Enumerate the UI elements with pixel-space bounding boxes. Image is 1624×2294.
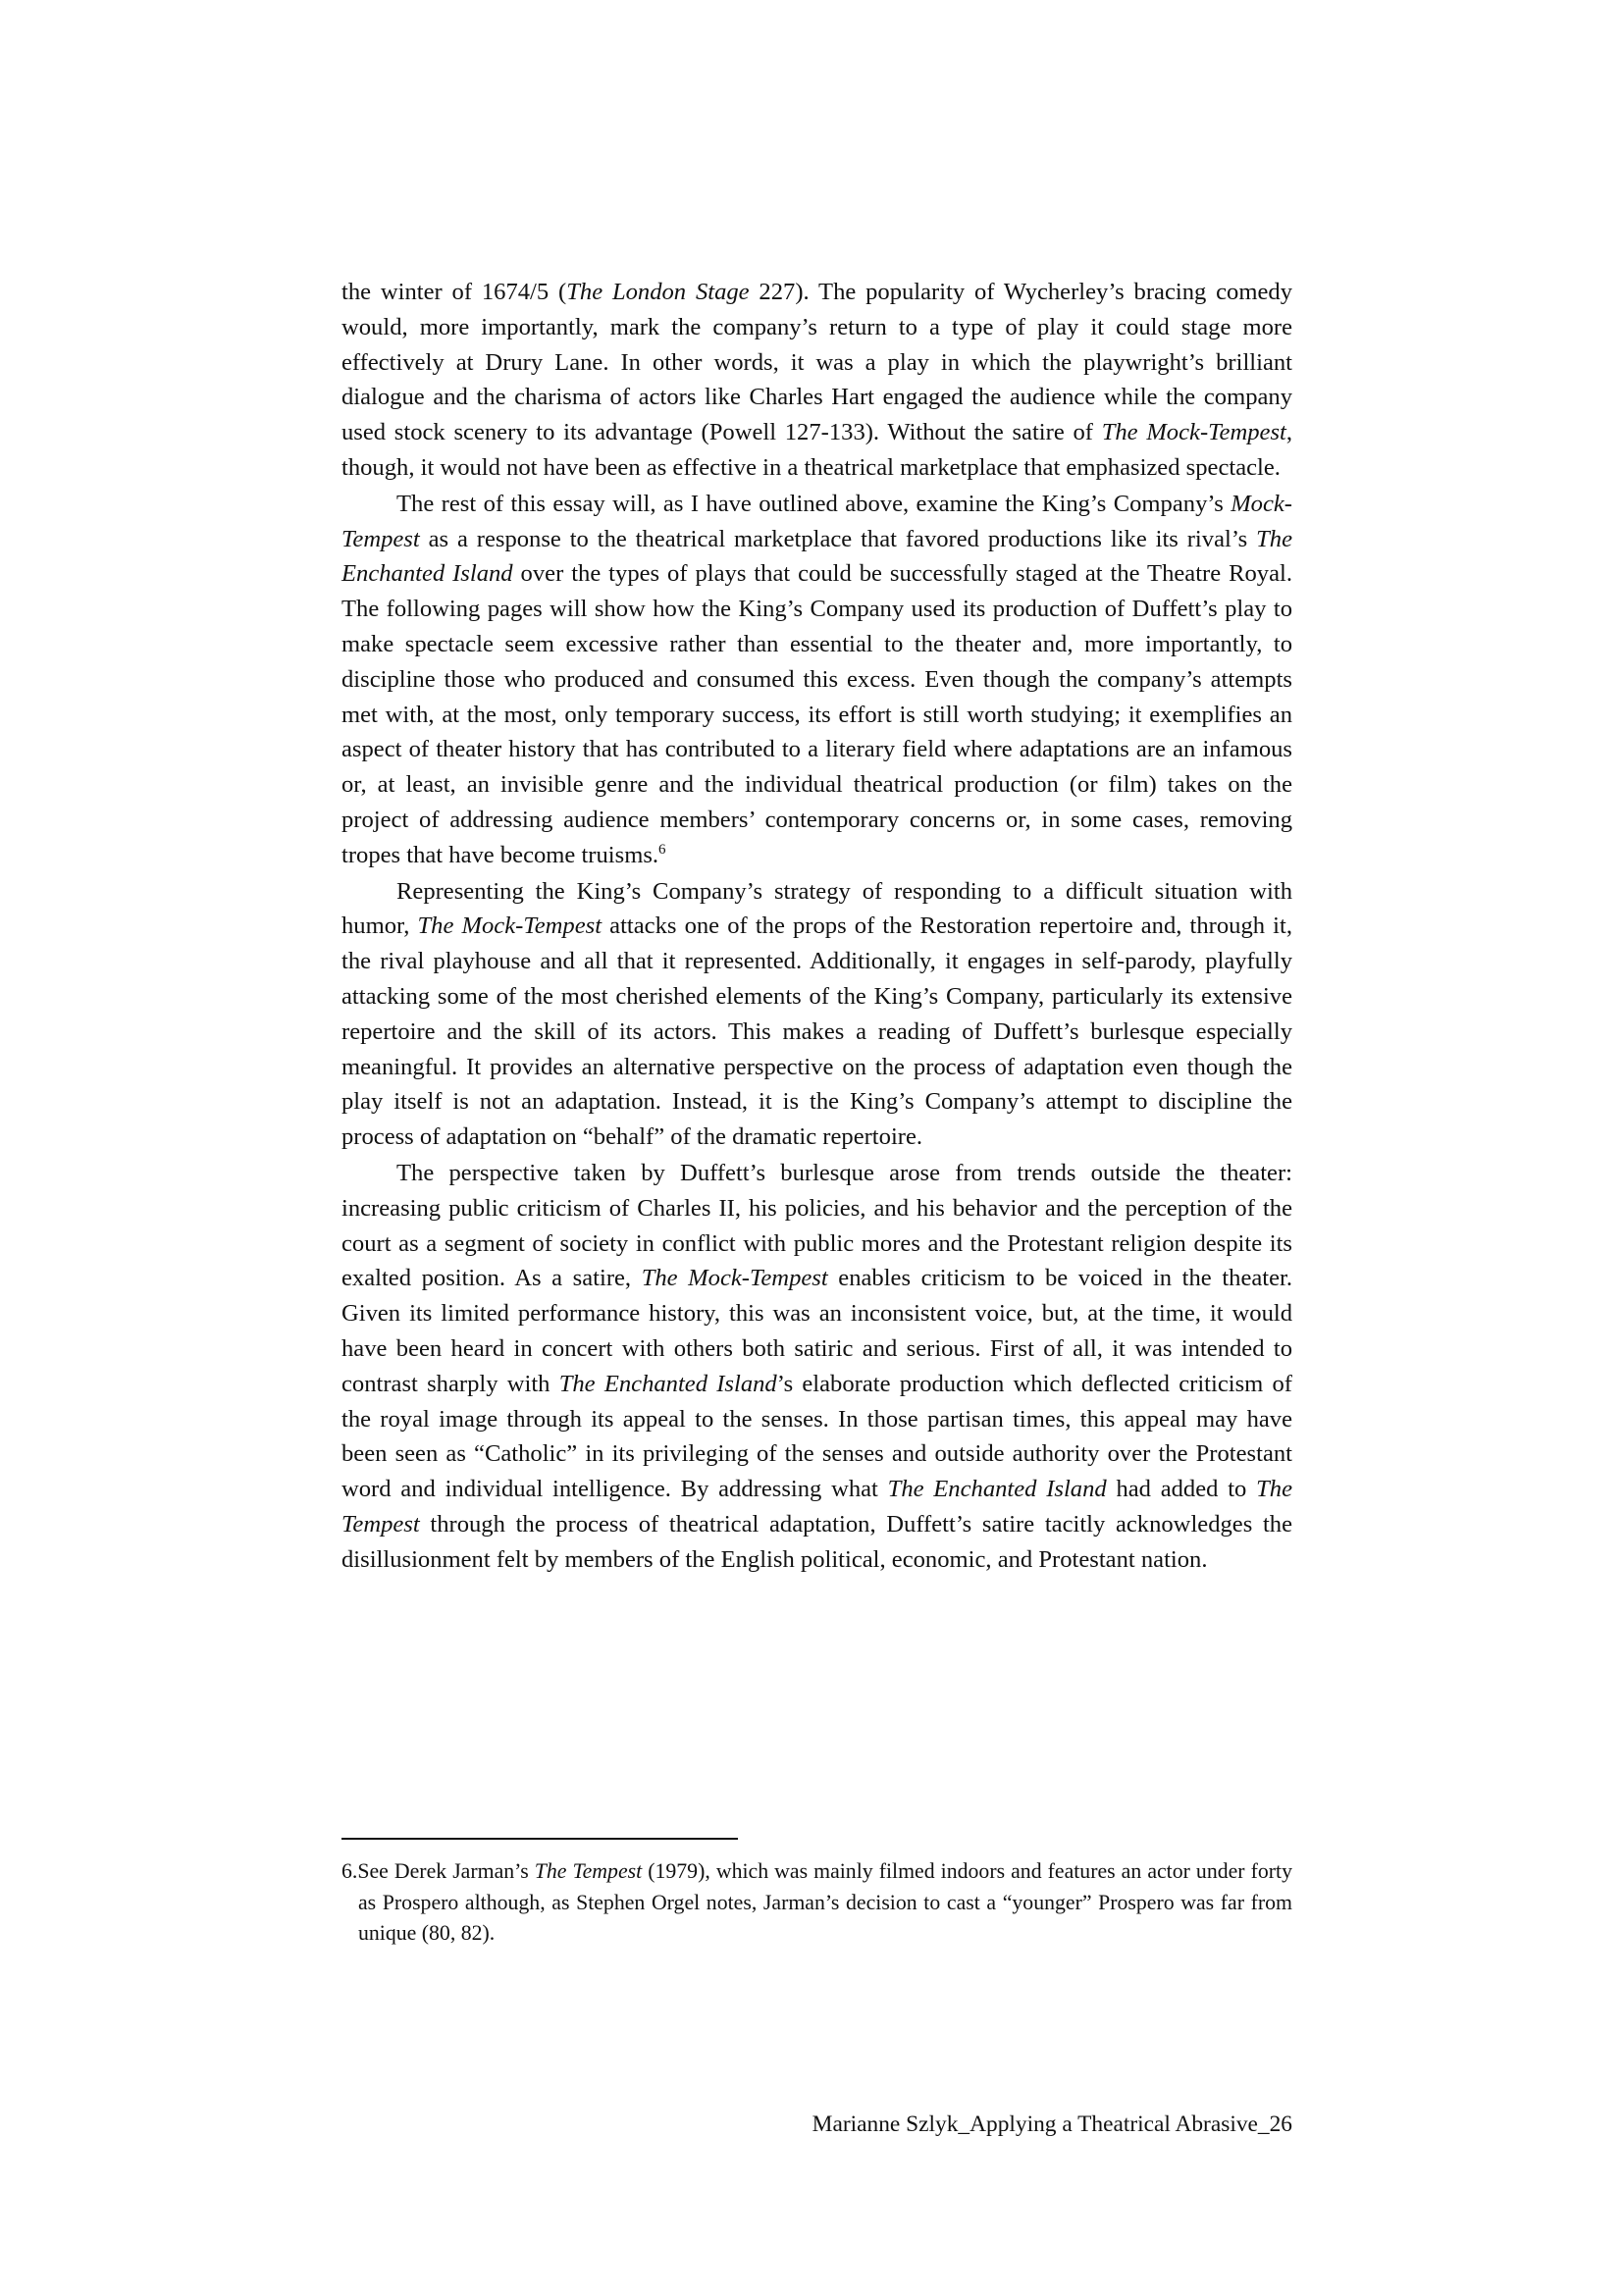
footnote-separator: [341, 1838, 738, 1840]
text-run: The perspective taken by Duffett’s burlesque arose from trends outside the theater: increasing public criticism of Charles II, his policies, and his behavior and the perception of the court as a segment of society in conflict with public mores and the Protestant religion despite its exalted position. As a satire,: [341, 1159, 1292, 1292]
text-run: ’s elaborate production which deflected criticism of the royal image through its appeal to the senses. In those partisan times, this appeal may have been seen as “Catholic” in its privileging of the senses and outside authority over the Protestant word and individual intelligence. By addressing what: [341, 1370, 1292, 1503]
footnote-6: [341, 1856, 1292, 1950]
text-run: The rest of this essay will, as I have outlined above, examine the King’s Company’s: [396, 490, 1231, 517]
text-run: as a response to the theatrical marketplace that favored productions like its rival’s: [419, 525, 1257, 552]
text-run: Representing the King’s Company’s strategy of responding to a difficult situation with humor,: [341, 877, 1292, 940]
italic-title: The Enchanted Island: [341, 525, 1292, 588]
italic-title: Mock-Tempest: [341, 490, 1292, 552]
italic-title: The Tempest: [534, 1859, 643, 1883]
paragraph-3: [341, 874, 1292, 1155]
text-run: enables criticism to be voiced in the theater. Given its limited performance history, this was an inconsistent voice, but, at the time, it would have been heard in concert with others both satiric and serious. First of all, it was intended to contrast sharply with: [341, 1265, 1293, 1397]
body-text: [341, 275, 1292, 1577]
italic-title: The Mock-Tempest: [641, 1265, 828, 1292]
italic-title: The Tempest: [341, 1476, 1292, 1538]
italic-title: The Enchanted Island: [558, 1370, 777, 1397]
footnote-marker[interactable]: 6: [658, 841, 666, 858]
text-run: had added to: [1106, 1476, 1257, 1503]
italic-title: The London Stage: [566, 279, 750, 305]
paragraph-4: [341, 1156, 1292, 1578]
text-run: the winter of 1674/5 (: [341, 279, 567, 305]
paragraph-1: [341, 275, 1292, 486]
text-run: over the types of plays that could be successfully staged at the Theatre Royal. The following pages will show how the King’s Company used its production of Duffett’s play to make spectacle seem excessive rather than essential to the theater and, more importantly, to discipline those who produced and consumed this excess. Even though the company’s attempts met with, at the most, only temporary success, its effort is still worth studying; it exemplifies an aspect of theater history that has contributed to a literary field where adaptations are an infamous or, at least, an invisible genre and the individual theatrical production (or film) takes on the project of addressing audience members’ contemporary concerns or, in some cases, removing tropes that have become truisms.: [341, 560, 1292, 868]
paragraph-2: [341, 487, 1292, 873]
italic-title: The Enchanted Island: [887, 1476, 1107, 1503]
running-footer: Marianne Szlyk_Applying a Theatrical Abrasive_26: [812, 2112, 1292, 2137]
italic-title: The Mock-Tempest: [1101, 419, 1286, 446]
text-run: through the process of theatrical adaptation, Duffett’s satire tacitly acknowledges the disillusionment felt by members of the English political, economic, and Protestant nation.: [341, 1510, 1292, 1573]
text-run: (1979), which was mainly filmed indoors and features an actor under forty as Prospero although, as Stephen Orgel notes, Jarman’s decision to cast a “younger” Prospero was far from unique (80, 82).: [358, 1859, 1292, 1945]
text-run: , though, it would not have been as effective in a theatrical marketplace that emphasized spectacle.: [341, 419, 1292, 481]
footnote-number: 6.: [341, 1859, 358, 1883]
text-run: attacks one of the props of the Restoration repertoire and, through it, the rival playhouse and all that it represented. Additionally, it engages in self-parody, playfully attacking some of the most cherished elements of the King’s Company, particularly its extensive repertoire and the skill of its actors. This makes a reading of Duffett’s burlesque especially meaningful. It provides an alternative perspective on the process of adaptation even though the play itself is not an adaptation. Instead, it is the King’s Company’s attempt to discipline the process of adaptation on “behalf” of the dramatic repertoire.: [341, 912, 1292, 1151]
italic-title: The Mock-Tempest: [417, 912, 602, 940]
text-run: See Derek Jarman’s: [357, 1859, 535, 1883]
text-run: 227). The popularity of Wycherley’s bracing comedy would, more importantly, mark the company’s return to a type of play it could stage more effectively at Drury Lane. In other words, it was a play in which the playwright’s brilliant dialogue and the charisma of actors like Charles Hart engaged the audience while the company used stock scenery to its advantage (Powell 127-133). Without the satire of: [341, 279, 1292, 446]
